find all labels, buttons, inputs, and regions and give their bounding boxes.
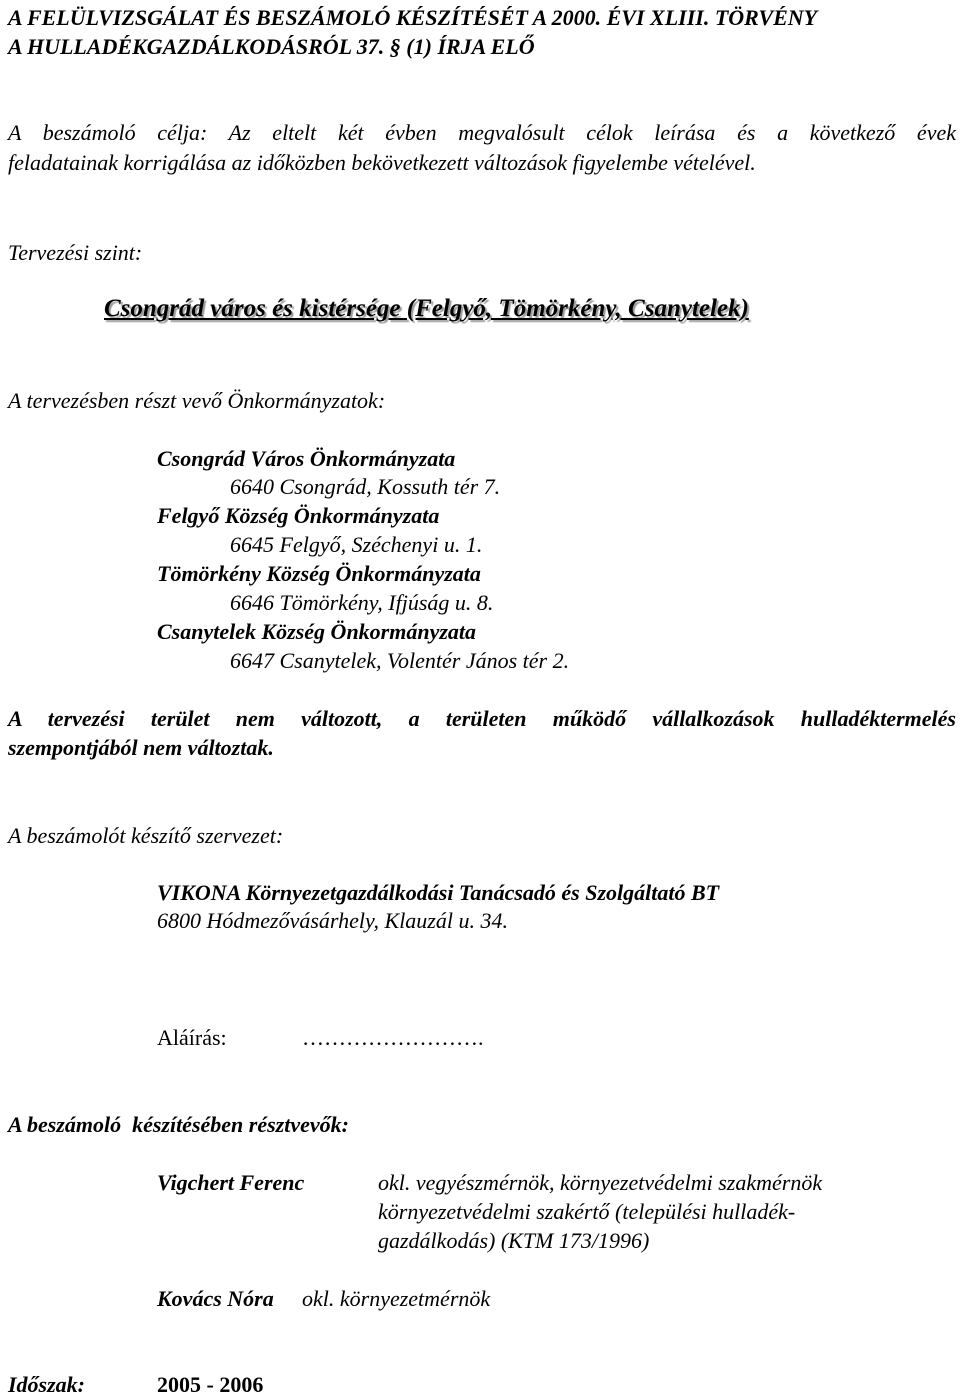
participant-name: Vigchert Ferenc <box>157 1170 305 1195</box>
period-value: 2005 - 2006 <box>157 1372 264 1397</box>
municipality-name: Felgyő Község Önkormányzata <box>157 503 440 528</box>
participant-name: Kovács Nóra <box>157 1286 274 1311</box>
signature-line: ……………………. <box>302 1025 484 1050</box>
municipality-address: 6640 Csongrád, Kossuth tér 7. <box>230 474 501 499</box>
planning-level-value: Csongrád város és kistérsége (Felgyő, Tömörkény, Csanytelek) <box>104 295 749 322</box>
municipality-name: Tömörkény Község Önkormányzata <box>157 561 481 586</box>
document-title-line-2: A HULLADÉKGAZDÁLKODÁSRÓL 37. § (1) ÍRJA ELŐ <box>8 34 535 59</box>
municipality-address: 6646 Tömörkény, Ifjúság u. 8. <box>230 590 494 615</box>
municipality-name: Csongrád Város Önkormányzata <box>157 446 456 471</box>
participant-role-line: okl. vegyészmérnök, környezetvédelmi szakmérnök <box>378 1170 823 1195</box>
participant-role-line: gazdálkodás) (KTM 173/1996) <box>378 1228 650 1253</box>
purpose-line-2: feladatainak korrigálása az időközben bekövetkezett változások figyelembe vételével. <box>8 150 756 175</box>
municipality-address: 6647 Csanytelek, Volentér János tér 2. <box>230 648 570 673</box>
signature-label: Aláírás: <box>157 1025 227 1050</box>
municipality-address: 6645 Felgyő, Széchenyi u. 1. <box>230 532 483 557</box>
municipalities-label: A tervezésben részt vevő Önkormányzatok: <box>8 388 386 413</box>
participants-label: A beszámoló készítésében résztvevők: <box>8 1112 349 1137</box>
organization-address: 6800 Hódmezővásárhely, Klauzál u. 34. <box>157 908 508 933</box>
organization-name: VIKONA Környezetgazdálkodási Tanácsadó és Szolgáltató BT <box>157 880 720 905</box>
document-title-line-1: A FELÜLVIZSGÁLAT ÉS BESZÁMOLÓ KÉSZÍTÉSÉT A 2000. ÉVI XLIII. TÖRVÉNY <box>8 5 818 30</box>
organization-label: A beszámolót készítő szervezet: <box>8 823 284 848</box>
participant-role-line: okl. környezetmérnök <box>302 1286 491 1311</box>
period-label: Időszak: <box>8 1372 86 1397</box>
area-note-line-1: A tervezési terület nem változott, a területen működő vállalkozások hulladéktermelés <box>8 706 956 731</box>
planning-level-label: Tervezési szint: <box>8 240 143 265</box>
area-note-line-2: szempontjából nem változtak. <box>8 735 274 760</box>
purpose-line-1: A beszámoló célja: Az eltelt két évben megvalósult célok leírása és a következő évek <box>8 120 956 145</box>
municipality-name: Csanytelek Község Önkormányzata <box>157 619 477 644</box>
participant-role-line: környezetvédelmi szakértő (települési hulladék- <box>378 1199 796 1224</box>
